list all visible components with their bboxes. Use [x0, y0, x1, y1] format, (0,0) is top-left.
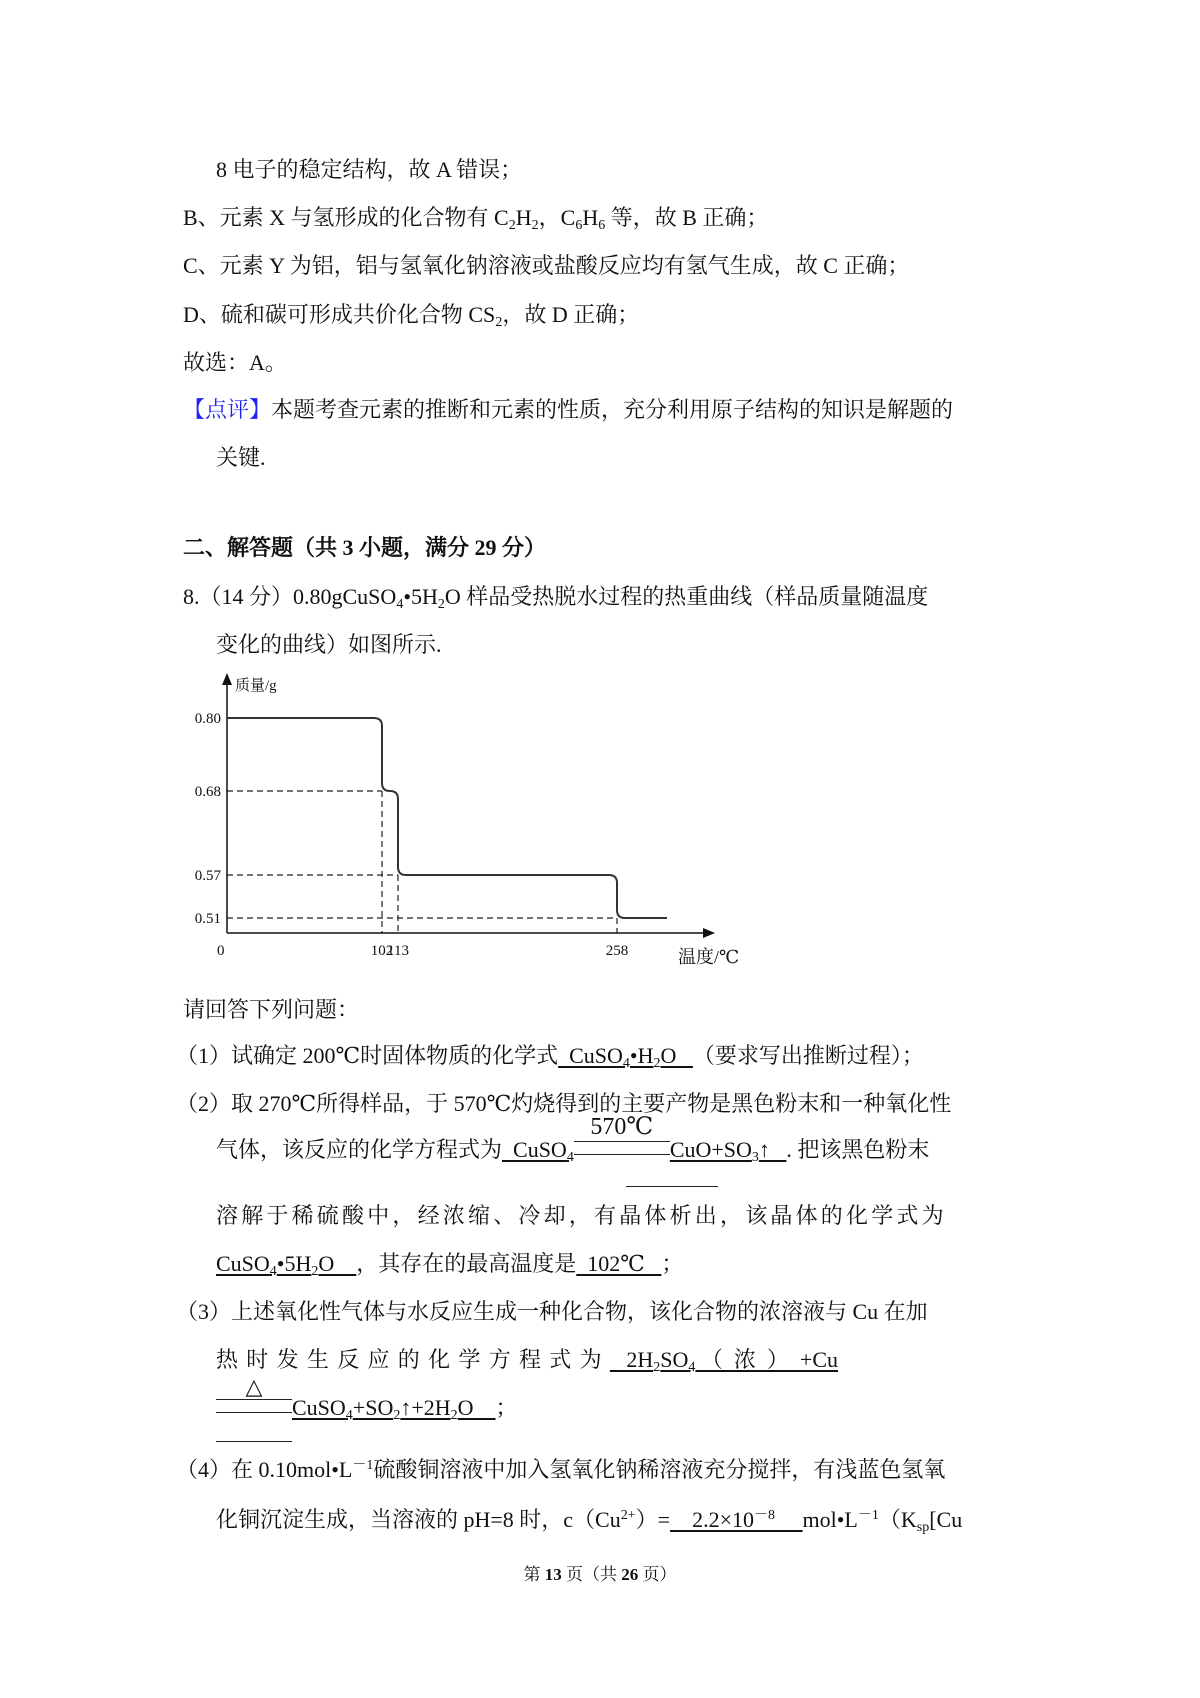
thermogravimetric-chart: [170, 665, 770, 975]
answer-blank-reaction-right: [292, 1395, 496, 1423]
text: ；: [661, 1251, 684, 1276]
subscript: 2: [653, 1056, 661, 1071]
text: O: [318, 1251, 357, 1276]
subscript: 2: [437, 597, 445, 612]
text: 第: [523, 1565, 545, 1584]
subscript: 6: [575, 218, 583, 233]
subscript: sp: [916, 1520, 930, 1535]
text: 2.2×10: [670, 1507, 754, 1532]
text: •5H: [403, 584, 438, 609]
y-tick-label: 0.80: [194, 711, 221, 727]
text: ↑+2H: [400, 1395, 451, 1420]
answer-blank-concentration: [670, 1507, 802, 1532]
subscript: 4: [622, 1056, 630, 1071]
answer-blank-reaction: [609, 1347, 839, 1375]
subquestion-1: [176, 1041, 924, 1071]
text: ，故 D 正确；: [502, 302, 640, 327]
text: 8.（14 分）0.80gCuSO: [183, 584, 397, 609]
text: [775, 1507, 803, 1532]
text: ）=: [635, 1507, 671, 1532]
analysis-text: 8 电子的稳定结构，故 A 错误；: [216, 157, 523, 182]
text: •5H: [276, 1251, 312, 1276]
text: CuSO: [558, 1043, 623, 1068]
subscript: 2: [508, 218, 516, 233]
superscript: －1: [352, 1458, 374, 1473]
reaction-equals-sign: [216, 1374, 292, 1413]
text: H: [515, 205, 532, 230]
subscript: 2: [495, 315, 503, 330]
x-axis-arrow-icon: [703, 928, 715, 938]
text: 热时发生反应的化学方程式为: [216, 1347, 610, 1372]
text: （ 浓 ） +Cu: [695, 1347, 839, 1372]
subscript: 2: [531, 218, 539, 233]
page-number: 13: [544, 1565, 562, 1584]
text: CuO+SO: [669, 1137, 752, 1162]
subquestion-2-line-3: 溶解于稀硫酸中，经浓缩、冷却，有晶体析出，该晶体的化学式为: [216, 1203, 947, 1228]
subquestion-2-line-4: [216, 1249, 683, 1279]
review-line: [183, 395, 953, 425]
subquestion-3-line-3: [216, 1374, 518, 1423]
reaction-equals-sign: [574, 1114, 670, 1155]
equation-underline: [216, 1441, 292, 1442]
text: ，其存在的最高温度是: [356, 1251, 577, 1276]
page-footer: [0, 1560, 1200, 1585]
text: O: [660, 1043, 693, 1068]
answer-blank-1: [558, 1043, 693, 1071]
review-line-cont: 关键.: [216, 445, 266, 470]
text: . 把该黑色粉末: [786, 1137, 930, 1162]
subscript: 2: [393, 1408, 401, 1423]
text: ↑: [758, 1137, 787, 1162]
text: O: [457, 1395, 496, 1420]
subquestion-3-line-1: （3）上述氧化性气体与水反应生成一种化合物，该化合物的浓溶液与 Cu 在加: [176, 1299, 928, 1324]
subquestion-4-line-1: [176, 1455, 945, 1485]
x-tick-label: 0: [217, 943, 225, 959]
heat-condition-icon: △: [245, 1374, 263, 1399]
axes: [222, 673, 715, 938]
subquestion-2-line-2: [216, 1114, 930, 1165]
text: 等，故 B 正确；: [605, 205, 769, 230]
subquestion-3-line-2: [216, 1345, 838, 1375]
y-axis-label: 质量/g: [235, 678, 277, 694]
text: •H: [629, 1043, 654, 1068]
text: ；: [495, 1395, 518, 1420]
text: mol•L: [802, 1507, 858, 1532]
text: O 样品受热脱水过程的热重曲线（样品质量随温度: [444, 584, 929, 609]
text: （1）试确定 200℃时固体物质的化学式: [176, 1043, 559, 1068]
subscript: 2: [311, 1264, 319, 1279]
mass-curve: [227, 718, 667, 918]
answer-blank-equation-right: [669, 1137, 787, 1165]
subscript: 4: [688, 1360, 696, 1375]
question-8-intro: [183, 582, 928, 612]
subscript: 2: [450, 1408, 458, 1423]
text: [Cu: [929, 1507, 963, 1532]
text: CuSO: [502, 1137, 567, 1162]
subscript: 4: [269, 1264, 277, 1279]
analysis-line-a: [216, 155, 522, 185]
text: CuSO: [292, 1395, 346, 1420]
text: 气体，该反应的化学方程式为: [216, 1137, 503, 1162]
text: （4）在 0.10mol•L: [176, 1457, 353, 1482]
subscript: 4: [345, 1408, 353, 1423]
x-axis-label: 温度/℃: [678, 947, 740, 967]
answer-line: 故选：A。: [183, 350, 287, 375]
x-tick-label: 102: [370, 943, 394, 959]
answer-blank-temperature: 102℃: [576, 1251, 662, 1276]
superscript: 2+: [620, 1508, 636, 1523]
analysis-line-b: [183, 203, 768, 233]
review-tag: 【点评】: [183, 397, 272, 422]
text: 化铜沉淀生成，当溶液的 pH=8 时，c（Cu: [216, 1507, 621, 1532]
text: （K: [878, 1507, 917, 1532]
text: 页）: [638, 1565, 677, 1584]
superscript: －1: [857, 1508, 879, 1523]
subscript: 3: [751, 1150, 759, 1165]
superscript: －8: [754, 1508, 775, 1523]
text: 页（共: [561, 1565, 622, 1584]
equation-underline: [626, 1186, 718, 1187]
y-tick-label: 0.68: [194, 784, 221, 800]
subquestion-2-line-1: （2）取 270℃所得样品，于 570℃灼烧得到的主要产物是黑色粉末和一种氧化性: [176, 1091, 952, 1116]
text: 硫酸铜溶液中加入氢氧化钠稀溶液充分搅拌，有浅蓝色氢氧: [373, 1457, 946, 1482]
text: D、硫和碳可形成共价化合物 CS: [183, 302, 496, 327]
subscript: 4: [566, 1150, 574, 1165]
text: H: [582, 205, 599, 230]
tick-labels: [195, 711, 629, 959]
total-pages: 26: [621, 1565, 639, 1584]
subscript: 2: [653, 1360, 661, 1375]
subscript: 6: [598, 218, 606, 233]
subquestion-4-line-2: [216, 1505, 962, 1535]
text: +SO: [352, 1395, 394, 1420]
text: B、元素 X 与氢形成的化合物有 C: [183, 205, 509, 230]
subscript: 4: [396, 597, 404, 612]
x-tick-label: 258: [605, 943, 629, 959]
analysis-line-d: [183, 300, 639, 330]
y-tick-label: 0.57: [194, 868, 221, 884]
text: CuSO: [216, 1251, 270, 1276]
section-heading: 二、解答题（共 3 小题，满分 29 分）: [183, 535, 547, 560]
text: （要求写出推断过程）；: [692, 1043, 924, 1068]
prompt: 请回答下列问题：: [183, 997, 360, 1022]
text: SO: [660, 1347, 689, 1372]
reaction-condition: 570℃: [590, 1114, 654, 1140]
y-axis-arrow-icon: [222, 673, 232, 685]
question-8-intro-cont: 变化的曲线）如图所示.: [216, 632, 442, 657]
y-tick-label: 0.51: [194, 911, 221, 927]
text: 2H: [609, 1347, 654, 1372]
analysis-line-c: C、元素 Y 为铝，铝与氢氧化钠溶液或盐酸反应均有氢气生成，故 C 正确；: [183, 253, 910, 278]
answer-blank-equation: [502, 1137, 574, 1165]
x-tick-label: 113: [387, 943, 409, 959]
review-text: 本题考查元素的推断和元素的性质，充分利用原子结构的知识是解题的: [271, 397, 954, 422]
text: ，C: [538, 205, 576, 230]
guide-lines: [227, 718, 617, 933]
answer-blank-crystal: [216, 1251, 357, 1279]
